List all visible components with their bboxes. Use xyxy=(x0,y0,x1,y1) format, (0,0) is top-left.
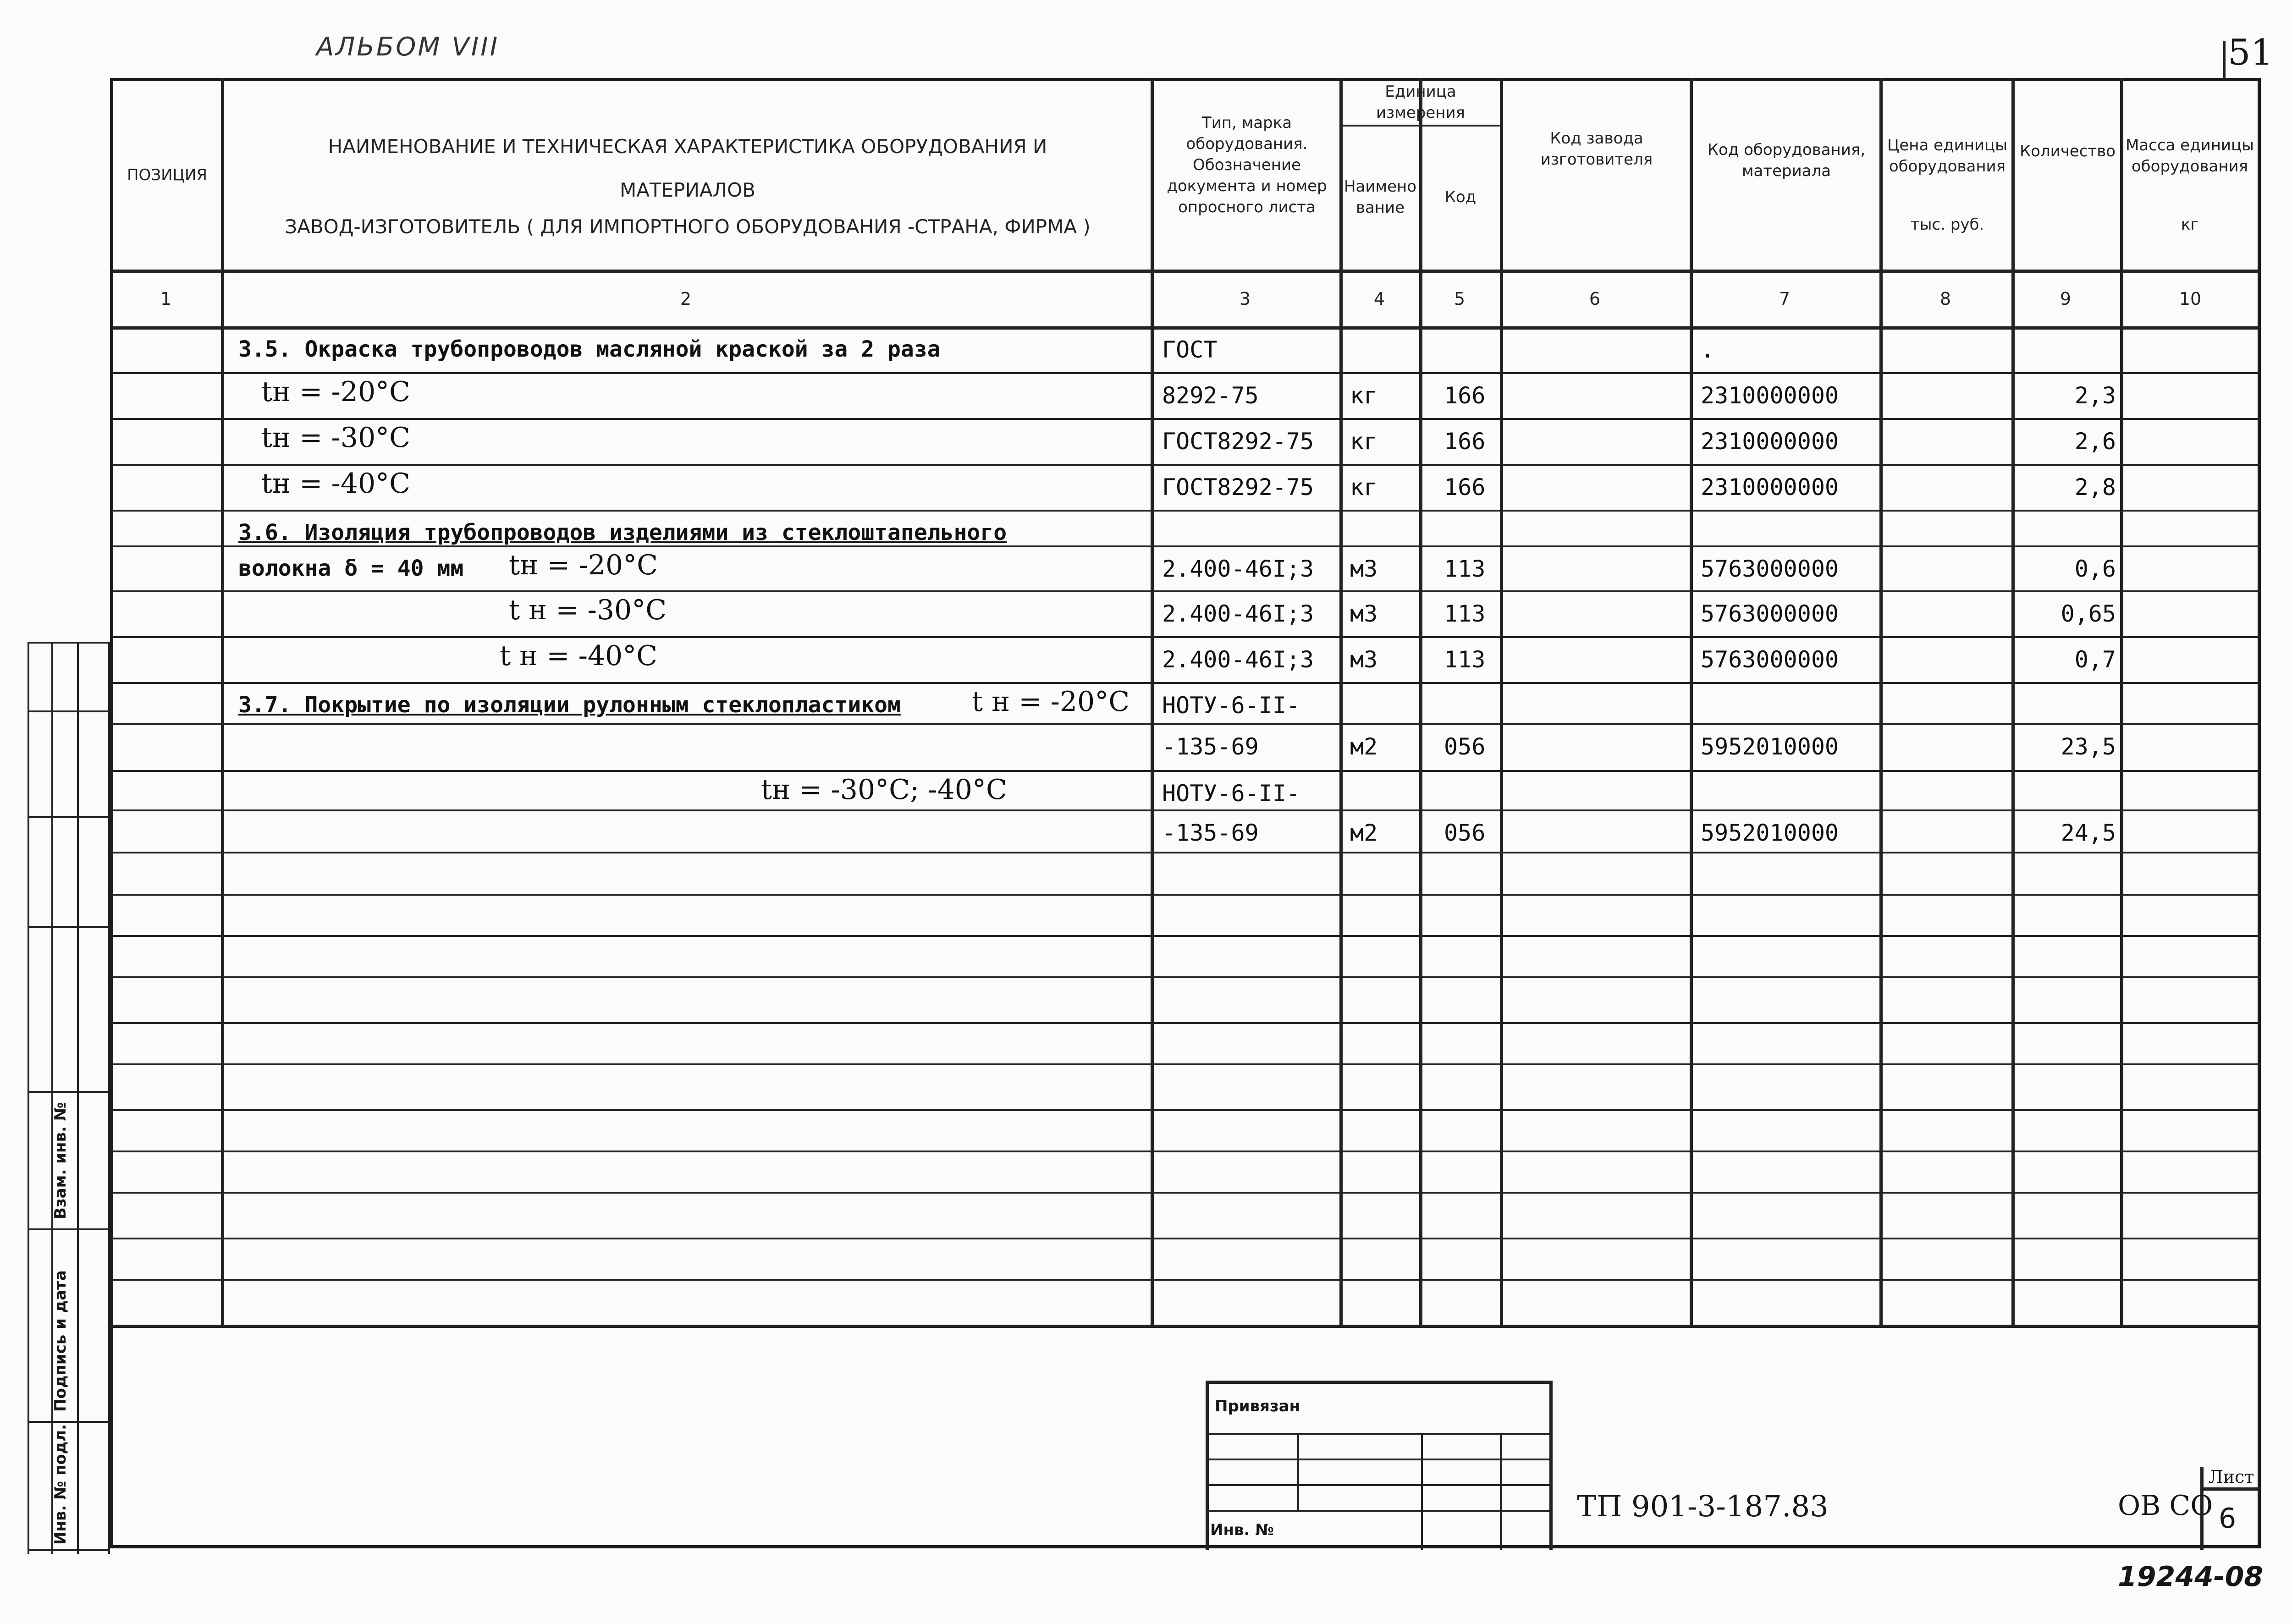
header-unit-code: Код xyxy=(1444,188,1477,206)
row-type: 2.400-46I;3 xyxy=(1162,646,1314,673)
sheet-no: 6 xyxy=(2219,1503,2237,1535)
row-unit-code: 166 xyxy=(1444,474,1486,501)
row-temperature: t н = -40°C xyxy=(500,640,658,672)
row-material-code: 5763000000 xyxy=(1701,600,1839,627)
row-material-code: 2310000000 xyxy=(1701,474,1839,501)
row-temperature: tн = -20°C xyxy=(509,549,658,581)
row-temperature: tн = -30°C xyxy=(261,422,411,454)
column-number-2: 2 xyxy=(680,289,692,309)
row-type: НОТУ-6-II- xyxy=(1162,780,1300,807)
row-unit-code: 056 xyxy=(1444,820,1486,846)
column-number-7: 7 xyxy=(1779,289,1791,309)
sheet-number-bar xyxy=(2223,41,2226,78)
col-line-9 xyxy=(2120,78,2123,1325)
unit-group-line xyxy=(1339,125,1500,127)
side-podpis-data: Подпись и дата xyxy=(51,1270,70,1412)
stamp-privyazan: Привязан xyxy=(1215,1397,1300,1415)
header-bottom-line xyxy=(110,270,2261,273)
row-line xyxy=(110,464,2261,466)
column-number-5: 5 xyxy=(1454,289,1466,309)
row-type: 2.400-46I;3 xyxy=(1162,600,1314,627)
col-line-7 xyxy=(1879,78,1883,1325)
row-unit-code: 056 xyxy=(1444,733,1486,760)
row-line xyxy=(110,1022,2261,1024)
row-line xyxy=(110,1109,2261,1111)
document-mark: ОВ СО xyxy=(2118,1490,2213,1522)
header-unit-group: Единица измерения xyxy=(1376,83,1466,122)
row-quantity: 2,6 xyxy=(2074,428,2116,455)
row-name: 3.7. Покрытие по изоляции рулонным стеклопластиком xyxy=(238,692,901,718)
inventory-note: 19244-08 xyxy=(2118,1561,2264,1593)
column-number-4: 4 xyxy=(1373,289,1385,309)
header-unit-price-unit: тыс. руб. xyxy=(1910,215,1984,234)
col-line-8 xyxy=(2011,78,2015,1325)
row-unit-code: 166 xyxy=(1444,428,1486,455)
sheet-number: 51 xyxy=(2228,32,2274,73)
row-material-code: 2310000000 xyxy=(1701,382,1839,409)
row-unit-code: 113 xyxy=(1444,556,1486,582)
column-number-3: 3 xyxy=(1239,289,1251,309)
row-unit: м3 xyxy=(1350,556,1378,582)
side-inv-podl: Инв. № подл. xyxy=(51,1424,70,1545)
header-unit-price: Цена единицы оборудования xyxy=(1887,136,2008,176)
row-type: ГОСТ8292-75 xyxy=(1162,474,1314,501)
row-material-code: 2310000000 xyxy=(1701,428,1839,455)
row-material-code: 5952010000 xyxy=(1701,820,1839,846)
col-line-1 xyxy=(221,78,224,1325)
album-label: АЛЬБОМ VIII xyxy=(316,32,500,62)
row-unit-code: 113 xyxy=(1444,600,1486,627)
sheet-label: Лист xyxy=(2209,1467,2254,1487)
colnum-bottom-line xyxy=(110,326,2261,330)
row-line xyxy=(110,418,2261,420)
row-quantity: 24,5 xyxy=(2061,820,2116,846)
row-name: 3.5. Окраска трубопроводов масляной краской за 2 раза xyxy=(238,336,941,362)
column-number-6: 6 xyxy=(1589,289,1601,309)
row-temperature: tн = -40°C xyxy=(261,468,411,500)
row-line xyxy=(110,894,2261,896)
row-quantity: 0,65 xyxy=(2061,600,2116,627)
header-type: Тип, марка оборудования. Обозначение документа и номер опросного листа xyxy=(1167,114,1327,216)
row-quantity: 0,7 xyxy=(2074,646,2116,673)
header-unit-name: Наименование xyxy=(1344,177,1417,217)
row-line xyxy=(110,636,2261,638)
row-line xyxy=(110,852,2261,853)
row-temperature: tн = -20°C xyxy=(261,376,411,408)
row-unit: кг xyxy=(1350,382,1378,409)
row-quantity: 0,6 xyxy=(2074,556,2116,582)
row-temperature: t н = -30°C xyxy=(509,594,667,626)
header-mass-unit: кг xyxy=(2181,215,2199,234)
row-type: НОТУ-6-II- xyxy=(1162,692,1300,719)
row-quantity: 2,3 xyxy=(2074,382,2116,409)
row-material-code: 5763000000 xyxy=(1701,556,1839,582)
row-line xyxy=(110,1279,2261,1281)
column-number-1: 1 xyxy=(160,289,172,309)
side-vzam-inv: Взам. инв. № xyxy=(51,1102,70,1219)
row-unit: м2 xyxy=(1350,733,1378,760)
row-material-code: . xyxy=(1701,336,1715,363)
row-line xyxy=(110,809,2261,811)
row-unit-code: 166 xyxy=(1444,382,1486,409)
row-line xyxy=(110,510,2261,512)
row-type: ГОСТ8292-75 xyxy=(1162,428,1314,455)
row-line xyxy=(110,1238,2261,1239)
row-line xyxy=(110,1151,2261,1152)
row-type: 2.400-46I;3 xyxy=(1162,556,1314,582)
document-code: ТП 901-3-187.83 xyxy=(1577,1490,1829,1524)
header-material-code: Код оборудования, материала xyxy=(1707,141,1866,180)
row-unit: м3 xyxy=(1350,646,1378,673)
row-line xyxy=(110,590,2261,592)
col-line-6 xyxy=(1690,78,1693,1325)
row-type: ГОСТ xyxy=(1162,336,1218,363)
column-number-8: 8 xyxy=(1939,289,1951,309)
table-bottom-line xyxy=(110,1325,2261,1328)
row-type: -135-69 xyxy=(1162,820,1259,846)
row-line xyxy=(110,1192,2261,1194)
row-name: 3.6. Изоляция трубопроводов изделиями из стеклоштапельного xyxy=(238,520,1007,545)
row-temperature: t н = -20°C xyxy=(972,686,1130,718)
row-line xyxy=(110,682,2261,684)
column-number-9: 9 xyxy=(2060,289,2072,309)
row-unit-code: 113 xyxy=(1444,646,1486,673)
col-line-5 xyxy=(1500,78,1503,1325)
stamp-inv-no: Инв. № xyxy=(1210,1521,1274,1539)
header-position: ПОЗИЦИЯ xyxy=(127,166,207,184)
header-name-line3: ЗАВОД-ИЗГОТОВИТЕЛЬ ( ДЛЯ ИМПОРТНОГО ОБОРУДОВАНИЯ -СТРАНА, ФИРМА ) xyxy=(285,215,1091,238)
row-line xyxy=(110,545,2261,547)
row-line xyxy=(110,935,2261,937)
row-material-code: 5763000000 xyxy=(1701,646,1839,673)
row-quantity: 2,8 xyxy=(2074,474,2116,501)
column-number-10: 10 xyxy=(2179,289,2202,309)
row-line xyxy=(110,976,2261,978)
row-material-code: 5952010000 xyxy=(1701,733,1839,760)
header-name-line2: МАТЕРИАЛОВ xyxy=(619,179,756,201)
header-quantity: Количество xyxy=(2019,142,2116,160)
header-factory-code: Код завода изготовителя xyxy=(1540,129,1653,169)
row-line xyxy=(110,372,2261,374)
row-line xyxy=(110,770,2261,772)
col-line-2 xyxy=(1151,78,1154,1325)
row-temperature: tн = -30°C; -40°C xyxy=(761,774,1007,806)
header-name-line1: НАИМЕНОВАНИЕ И ТЕХНИЧЕСКАЯ ХАРАКТЕРИСТИКА ОБОРУДОВАНИЯ И xyxy=(328,135,1047,158)
row-unit: кг xyxy=(1350,474,1378,501)
row-unit: кг xyxy=(1350,428,1378,455)
row-unit: м2 xyxy=(1350,820,1378,846)
row-unit: м3 xyxy=(1350,600,1378,627)
row-line xyxy=(110,723,2261,725)
row-name: волокна δ = 40 мм xyxy=(238,556,464,581)
row-type: 8292-75 xyxy=(1162,382,1259,409)
row-type: -135-69 xyxy=(1162,733,1259,760)
row-quantity: 23,5 xyxy=(2061,733,2116,760)
row-line xyxy=(110,1063,2261,1065)
header-mass: Масса единицы оборудования xyxy=(2125,136,2254,176)
